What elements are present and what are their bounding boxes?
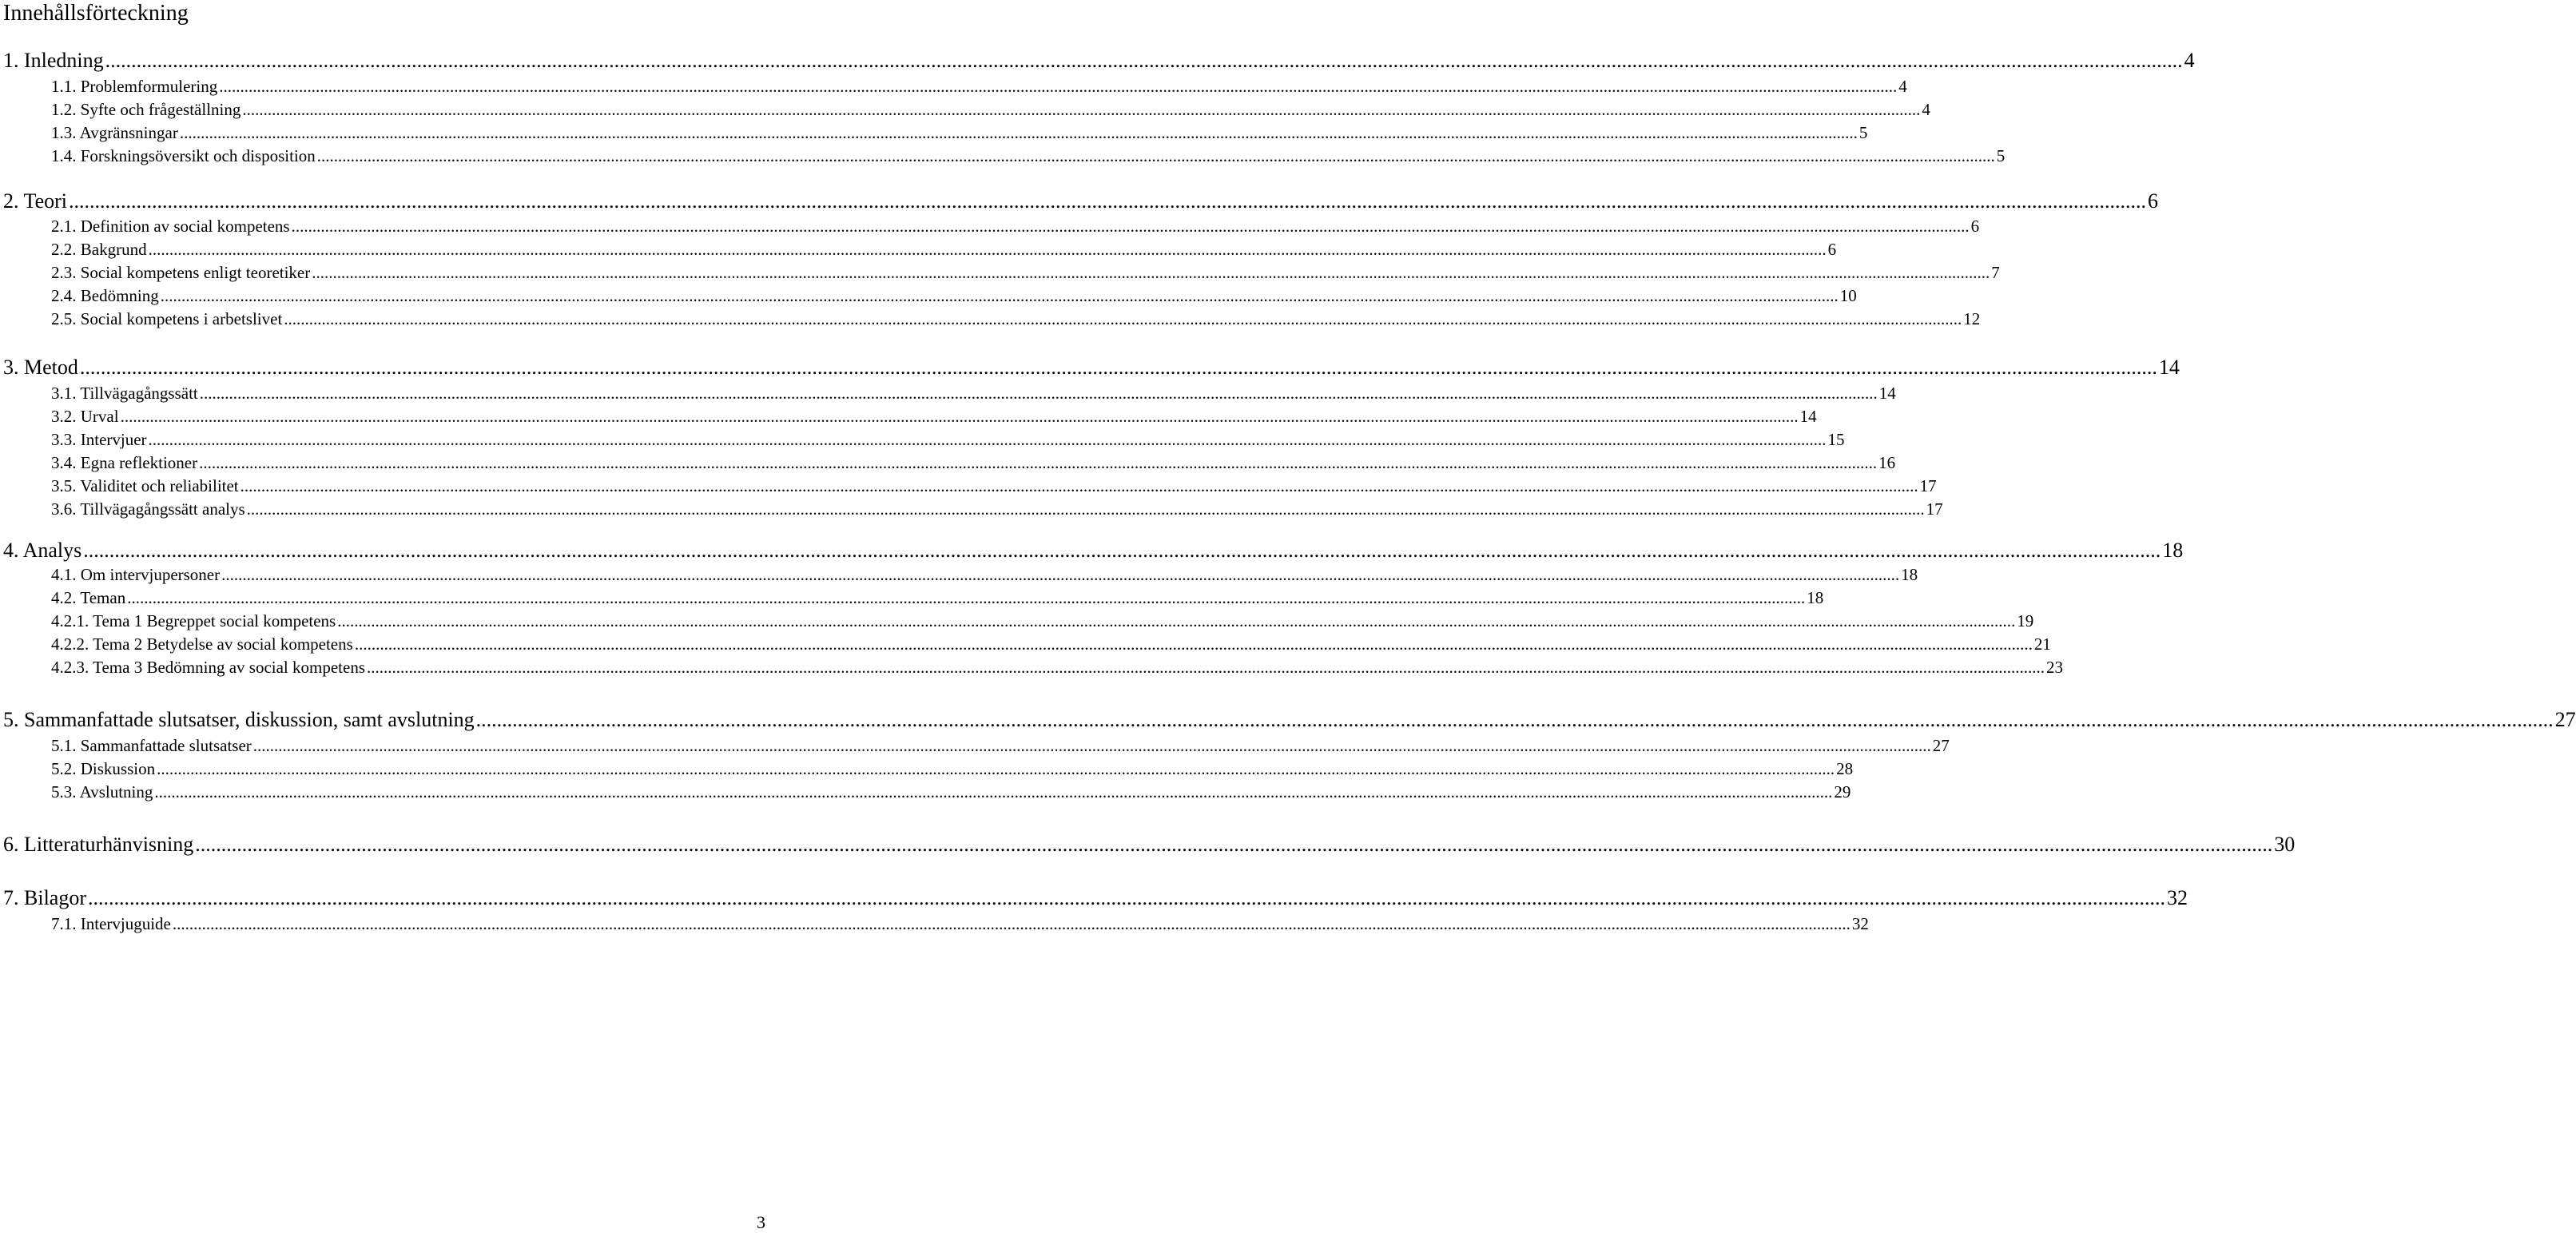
toc-dot-leader: ................................................................................................................................................................................................................................................................................................................................................................................................................ <box>252 736 1931 755</box>
toc-dot-leader: ................................................................................................................................................................................................................................................................................................................................................................................................................ <box>105 49 2183 72</box>
toc-entry[interactable] <box>51 475 1937 496</box>
toc-entry[interactable] <box>51 429 1845 450</box>
toc-entry-page: 14 <box>2158 356 2180 379</box>
toc-entry-label: 3.6. Tillvägagångssätt analys <box>51 499 245 519</box>
toc-entry[interactable] <box>3 189 2159 214</box>
toc-entry-label: 1.4. Forskningsöversikt och disposition <box>51 146 316 165</box>
toc-entry[interactable] <box>51 587 1824 608</box>
toc-entry-page: 7 <box>1991 263 2000 282</box>
toc-dot-leader: ................................................................................................................................................................................................................................................................................................................................................................................................................ <box>88 886 2165 909</box>
toc-entry-page: 4 <box>1898 77 1907 96</box>
toc-entry-label: 1.2. Syfte och frågeställning <box>51 100 241 119</box>
toc-dot-leader: ................................................................................................................................................................................................................................................................................................................................................................................................................ <box>157 759 1835 778</box>
toc-entry-label: 3.3. Intervjuer <box>51 430 147 449</box>
toc-entry[interactable] <box>51 564 1918 585</box>
toc-dot-leader: ................................................................................................................................................................................................................................................................................................................................................................................................................ <box>172 914 1851 933</box>
toc-entry-label: 3.2. Urval <box>51 407 119 426</box>
toc-entry[interactable] <box>51 406 1817 427</box>
toc-dot-leader: ................................................................................................................................................................................................................................................................................................................................................................................................................ <box>219 77 1898 96</box>
toc-entry-label: 2.5. Social kompetens i arbetslivet <box>51 309 283 328</box>
toc-dot-leader: ................................................................................................................................................................................................................................................................................................................................................................................................................ <box>127 588 1806 607</box>
toc-dot-leader: ................................................................................................................................................................................................................................................................................................................................................................................................................ <box>199 453 1878 472</box>
toc-entry-page: 17 <box>1926 499 1943 519</box>
toc-entry-label: 7.1. Intervjuguide <box>51 914 171 933</box>
toc-entry[interactable] <box>51 735 1950 756</box>
toc-entry-page: 27 <box>1932 736 1950 755</box>
toc-entry-label: 3. Metod <box>3 356 78 379</box>
toc-entry-page: 32 <box>1851 914 1869 933</box>
toc-entry-page: 14 <box>1878 384 1896 403</box>
toc-entry-label: 4.2. Teman <box>51 588 126 607</box>
toc-entry-label: 2.1. Definition av social kompetens <box>51 217 290 236</box>
toc-entry-label: 2. Teori <box>3 189 68 213</box>
toc-entry-label: 4.2.2. Tema 2 Betydelse av social kompetens <box>51 634 353 654</box>
toc-entry[interactable] <box>3 707 2576 733</box>
toc-entry-page: 6 <box>1827 240 1837 259</box>
toc-dot-leader: ................................................................................................................................................................................................................................................................................................................................................................................................................ <box>367 658 2045 677</box>
toc-dot-leader: ................................................................................................................................................................................................................................................................................................................................................................................................................ <box>160 286 1839 305</box>
toc-entry[interactable] <box>51 611 2034 631</box>
toc-entry[interactable] <box>51 383 1896 404</box>
toc-entry-page: 23 <box>2046 658 2063 677</box>
toc-entry-label: 7. Bilagor <box>3 886 86 909</box>
toc-entry-label: 2.2. Bakgrund <box>51 240 147 259</box>
toc-entry-page: 29 <box>1834 782 1851 801</box>
toc-entry[interactable] <box>51 262 2000 283</box>
toc-entry-label: 1.1. Problemformulering <box>51 77 218 96</box>
toc-dot-leader: ................................................................................................................................................................................................................................................................................................................................................................................................................ <box>246 499 1925 519</box>
toc-entry[interactable] <box>51 634 2051 654</box>
toc-entry[interactable] <box>51 913 1869 934</box>
toc-entry-page: 6 <box>1970 217 1980 236</box>
toc-entry[interactable] <box>51 216 1980 237</box>
toc-entry[interactable] <box>51 657 2063 678</box>
toc-entry-page: 17 <box>1919 476 1937 495</box>
toc-dot-leader: ................................................................................................................................................................................................................................................................................................................................................................................................................ <box>148 430 1827 449</box>
toc-entry-label: 1.3. Avgränsningar <box>51 123 178 142</box>
toc-entry-page: 18 <box>1901 565 1918 584</box>
toc-entry[interactable] <box>51 285 1857 306</box>
toc-entry-label: 3.1. Tillvägagångssätt <box>51 384 198 403</box>
toc-entry-label: 4.1. Om intervjupersoner <box>51 565 221 584</box>
toc-entry-page: 21 <box>2033 634 2051 654</box>
page-number: 3 <box>757 1212 765 1232</box>
page-title: Innehållsförteckning <box>3 1 189 26</box>
toc-entry[interactable] <box>51 782 1851 802</box>
toc-entry-label: 2.4. Bedömning <box>51 286 159 305</box>
toc-dot-leader: ................................................................................................................................................................................................................................................................................................................................................................................................................ <box>242 100 1921 119</box>
toc-entry-label: 5. Sammanfattade slutsatser, diskussion, samt avslutning <box>3 708 475 731</box>
toc-dot-leader: ................................................................................................................................................................................................................................................................................................................................................................................................................ <box>354 634 2033 654</box>
toc-dot-leader: ................................................................................................................................................................................................................................................................................................................................................................................................................ <box>312 263 1990 282</box>
toc-entry-label: 3.5. Validitet och reliabilitet <box>51 476 239 495</box>
toc-entry-label: 3.4. Egna reflektioner <box>51 453 198 472</box>
toc-entry-label: 5.1. Sammanfattade slutsatser <box>51 736 252 755</box>
toc-entry-label: 4. Analys <box>3 539 82 562</box>
toc-entry[interactable] <box>51 99 1930 120</box>
toc-dot-leader: ................................................................................................................................................................................................................................................................................................................................................................................................................ <box>316 146 1995 165</box>
toc-dot-leader: ................................................................................................................................................................................................................................................................................................................................................................................................................ <box>154 782 1833 801</box>
toc-entry[interactable] <box>51 758 1854 779</box>
toc-entry-page: 6 <box>2148 189 2159 213</box>
toc-dot-leader: ................................................................................................................................................................................................................................................................................................................................................................................................................ <box>221 565 1900 584</box>
toc-entry[interactable] <box>3 832 2296 857</box>
toc-entry-page: 15 <box>1827 430 1845 449</box>
toc-entry[interactable] <box>3 48 2195 74</box>
toc-dot-leader: ................................................................................................................................................................................................................................................................................................................................................................................................................ <box>79 356 2157 379</box>
toc-entry-page: 30 <box>2274 833 2296 856</box>
toc-entry-page: 32 <box>2167 886 2188 909</box>
toc-entry-label: 1. Inledning <box>3 49 104 72</box>
toc-dot-leader: ................................................................................................................................................................................................................................................................................................................................................................................................................ <box>284 309 1962 328</box>
toc-entry[interactable] <box>51 499 1943 519</box>
toc-entry-page: 19 <box>2017 611 2034 630</box>
toc-entry-page: 4 <box>1922 100 1930 119</box>
toc-entry-page: 14 <box>1799 407 1817 426</box>
toc-entry[interactable] <box>3 538 2184 563</box>
toc-entry[interactable] <box>51 145 2006 166</box>
toc-entry-page: 16 <box>1878 453 1896 472</box>
toc-entry-page: 5 <box>1858 123 1868 142</box>
toc-entry-page: 27 <box>2554 708 2576 731</box>
toc-entry[interactable] <box>51 122 1868 143</box>
toc-entry-label: 4.2.1. Tema 1 Begreppet social kompetens <box>51 611 336 630</box>
toc-dot-leader: ................................................................................................................................................................................................................................................................................................................................................................................................................ <box>69 189 2147 213</box>
toc-dot-leader: ................................................................................................................................................................................................................................................................................................................................................................................................................ <box>337 611 2016 630</box>
toc-entry-page: 12 <box>1963 309 1981 328</box>
toc-dot-leader: ................................................................................................................................................................................................................................................................................................................................................................................................................ <box>199 384 1878 403</box>
toc-entry-page: 28 <box>1836 759 1854 778</box>
toc-dot-leader: ................................................................................................................................................................................................................................................................................................................................................................................................................ <box>83 539 2161 562</box>
toc-dot-leader: ................................................................................................................................................................................................................................................................................................................................................................................................................ <box>291 217 1970 236</box>
toc-entry[interactable] <box>3 355 2180 380</box>
toc-entry[interactable] <box>3 885 2188 911</box>
toc-entry[interactable] <box>51 76 1907 97</box>
toc-dot-leader: ................................................................................................................................................................................................................................................................................................................................................................................................................ <box>475 708 2554 731</box>
toc-entry-label: 2.3. Social kompetens enligt teoretiker <box>51 263 311 282</box>
toc-entry-label: 5.3. Avslutning <box>51 782 153 801</box>
toc-entry[interactable] <box>51 452 1896 473</box>
toc-entry-page: 5 <box>1996 146 2006 165</box>
toc-dot-leader: ................................................................................................................................................................................................................................................................................................................................................................................................................ <box>195 833 2273 856</box>
toc-dot-leader: ................................................................................................................................................................................................................................................................................................................................................................................................................ <box>120 407 1799 426</box>
toc-entry-page: 4 <box>2184 49 2195 72</box>
toc-dot-leader: ................................................................................................................................................................................................................................................................................................................................................................................................................ <box>179 123 1858 142</box>
toc-entry-page: 18 <box>1807 588 1824 607</box>
toc-entry[interactable] <box>51 308 1981 329</box>
toc-entry-label: 5.2. Diskussion <box>51 759 156 778</box>
toc-dot-leader: ................................................................................................................................................................................................................................................................................................................................................................................................................ <box>148 240 1827 259</box>
toc-entry[interactable] <box>51 239 1837 260</box>
toc-entry-label: 4.2.3. Tema 3 Bedömning av social kompetens <box>51 658 365 677</box>
toc-dot-leader: ................................................................................................................................................................................................................................................................................................................................................................................................................ <box>240 476 1918 495</box>
toc-entry-page: 18 <box>2162 539 2184 562</box>
toc-entry-page: 10 <box>1839 286 1857 305</box>
toc-entry-label: 6. Litteraturhänvisning <box>3 833 194 856</box>
